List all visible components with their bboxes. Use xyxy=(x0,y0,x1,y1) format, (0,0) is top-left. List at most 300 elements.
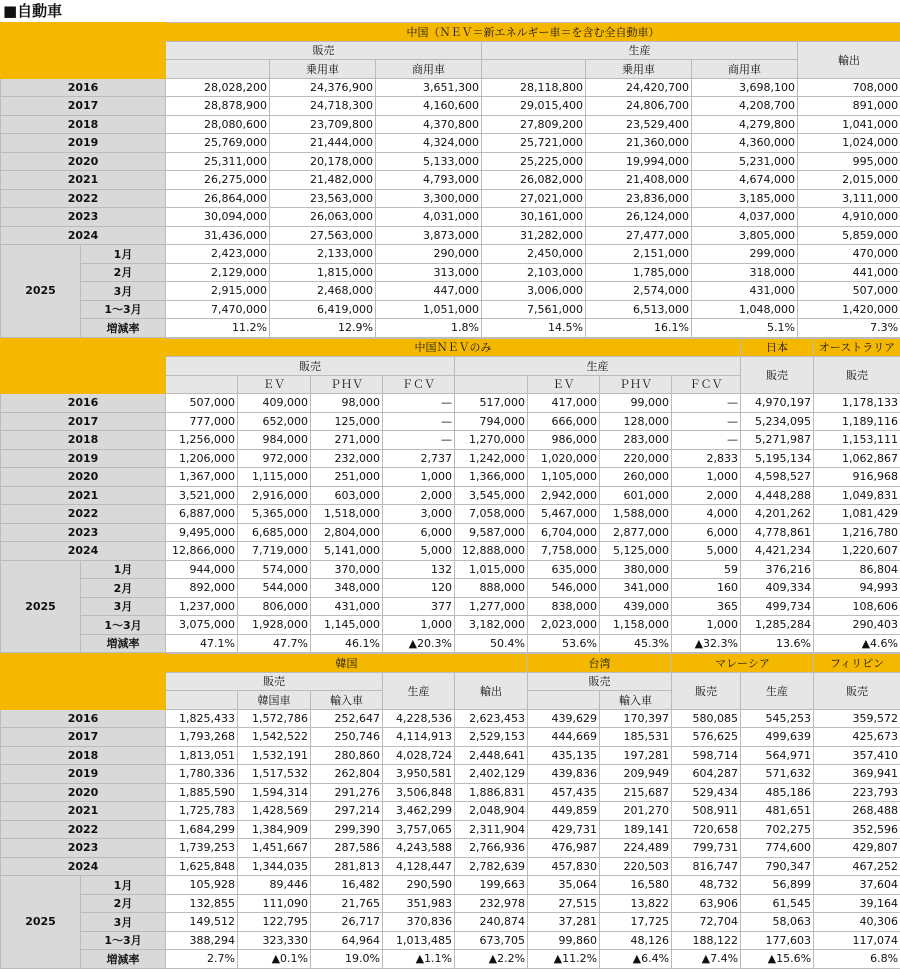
table-cell: 916,968 xyxy=(814,468,900,487)
table-cell: 439,629 xyxy=(528,709,600,728)
table-cell: 128,000 xyxy=(600,412,672,431)
year-label: 2018 xyxy=(1,746,166,765)
table-cell: 12.9% xyxy=(270,319,376,338)
table-cell: 2,529,153 xyxy=(455,728,528,747)
table-cell: 5,271,987 xyxy=(741,431,814,450)
table-cell: 23,563,000 xyxy=(270,189,376,208)
table-cell: 2,000 xyxy=(383,486,455,505)
table-cell: 431,000 xyxy=(692,282,798,301)
table-cell: 11.2% xyxy=(166,319,270,338)
table-cell: 23,836,000 xyxy=(586,189,692,208)
table-cell: 19,994,000 xyxy=(586,152,692,171)
table-cell: 986,000 xyxy=(528,431,600,450)
table-cell: 4,360,000 xyxy=(692,134,798,153)
table-cell: 1,344,035 xyxy=(238,857,311,876)
table-cell: 290,590 xyxy=(383,876,455,895)
table-cell: 777,000 xyxy=(166,412,238,431)
table-cell: 240,874 xyxy=(455,913,528,932)
table-cell: 380,000 xyxy=(600,560,672,579)
table-row xyxy=(1,950,900,969)
table-cell: 232,000 xyxy=(311,449,383,468)
header-malaysia-production: 生産 xyxy=(741,672,814,709)
table-cell: 3,462,299 xyxy=(383,802,455,821)
table-cell: 48,126 xyxy=(600,931,672,950)
table-cell: 26,275,000 xyxy=(166,171,270,190)
table-cell: 4,279,800 xyxy=(692,115,798,134)
table-cell: 603,000 xyxy=(311,486,383,505)
header-china-nev: 中国ＮＥＶのみ xyxy=(166,338,741,357)
table-cell: 271,000 xyxy=(311,431,383,450)
table-cell: 2,833 xyxy=(672,449,741,468)
table-cell: 1,153,111 xyxy=(814,431,900,450)
table-cell: 5,234,095 xyxy=(741,412,814,431)
table-cell: 6,000 xyxy=(383,523,455,542)
table-cell: 3,651,300 xyxy=(376,78,482,97)
table-cell: 26,124,000 xyxy=(586,208,692,227)
header-sales-total xyxy=(166,60,270,79)
table-cell: 1,206,000 xyxy=(166,449,238,468)
year-label: 2019 xyxy=(1,765,166,784)
table-cell: 24,420,700 xyxy=(586,78,692,97)
month-label: 1月 xyxy=(81,560,166,579)
table-cell: 99,860 xyxy=(528,931,600,950)
table-cell: 3,185,000 xyxy=(692,189,798,208)
table-row xyxy=(1,560,900,579)
table-cell: 5,231,000 xyxy=(692,152,798,171)
table-cell: 499,639 xyxy=(741,728,814,747)
header-nev-sales-total xyxy=(166,375,238,394)
table-cell: 299,000 xyxy=(692,245,798,264)
table-cell: 429,807 xyxy=(814,839,900,858)
table-cell: 1,024,000 xyxy=(798,134,900,153)
year-label: 2020 xyxy=(1,152,166,171)
table-cell: 4,970,197 xyxy=(741,394,814,413)
header-sales-phv: ＰＨＶ xyxy=(311,375,383,394)
header-blank xyxy=(1,338,166,394)
table-cell: 13.6% xyxy=(741,634,814,653)
table-cell: 16,482 xyxy=(311,876,383,895)
table-cell: 13,822 xyxy=(600,894,672,913)
month-label: 1〜3月 xyxy=(81,300,166,319)
header-sales-commercial: 商用車 xyxy=(376,60,482,79)
table-cell: 1,242,000 xyxy=(455,449,528,468)
table-cell: 376,216 xyxy=(741,560,814,579)
table-cell: 5,195,134 xyxy=(741,449,814,468)
table-row xyxy=(1,449,900,468)
table-cell: 507,000 xyxy=(166,394,238,413)
table-cell: 17,725 xyxy=(600,913,672,932)
table-cell: ▲7.4% xyxy=(672,950,741,969)
table-cell: 252,647 xyxy=(311,709,383,728)
table-cell: 431,000 xyxy=(311,597,383,616)
table-cell: 47.7% xyxy=(238,634,311,653)
header-blank xyxy=(1,654,166,710)
table-cell: 250,746 xyxy=(311,728,383,747)
table-cell: 98,000 xyxy=(311,394,383,413)
page-title: ■自動車 xyxy=(3,2,63,20)
table-cell: 3,757,065 xyxy=(383,820,455,839)
table-cell: 53.6% xyxy=(528,634,600,653)
table-cell: 26,063,000 xyxy=(270,208,376,227)
table-cell: 16,580 xyxy=(600,876,672,895)
table-cell: 27,563,000 xyxy=(270,226,376,245)
table-cell: 348,000 xyxy=(311,579,383,598)
table-row xyxy=(1,542,900,561)
month-label: 3月 xyxy=(81,282,166,301)
year-label: 2018 xyxy=(1,431,166,450)
table-cell: 313,000 xyxy=(376,263,482,282)
table-cell: 209,949 xyxy=(600,765,672,784)
table-cell: 652,000 xyxy=(238,412,311,431)
table-cell: 439,836 xyxy=(528,765,600,784)
table-cell: 1,049,831 xyxy=(814,486,900,505)
table-cell: 409,000 xyxy=(238,394,311,413)
table-cell: 4,128,447 xyxy=(383,857,455,876)
header-korea: 韓国 xyxy=(166,654,528,673)
table-cell: 576,625 xyxy=(672,728,741,747)
header-nev-production-total xyxy=(455,375,528,394)
table-cell: ▲11.2% xyxy=(528,950,600,969)
year-label: 2019 xyxy=(1,449,166,468)
year-label: 2020 xyxy=(1,783,166,802)
table-cell: 4,243,588 xyxy=(383,839,455,858)
year-label: 2025 xyxy=(1,245,81,338)
table-cell: 6.8% xyxy=(814,950,900,969)
year-label: 2024 xyxy=(1,542,166,561)
header-korea-sales-total xyxy=(166,691,238,710)
table-cell: 545,253 xyxy=(741,709,814,728)
table-cell: ▲4.6% xyxy=(814,634,900,653)
table-cell: 457,830 xyxy=(528,857,600,876)
table-cell: 564,971 xyxy=(741,746,814,765)
table-cell: — xyxy=(383,394,455,413)
table-cell: 16.1% xyxy=(586,319,692,338)
table-cell: 1,048,000 xyxy=(692,300,798,319)
table-cell: 1,885,590 xyxy=(166,783,238,802)
header-philippines-sales: 販売 xyxy=(814,672,900,709)
year-label: 2020 xyxy=(1,468,166,487)
header-china-all: 中国（ＮＥＶ＝新エネルギー車＝を含む全自動車） xyxy=(166,23,900,42)
table-cell: 7.3% xyxy=(798,319,900,338)
table-cell: 197,281 xyxy=(600,746,672,765)
table-cell: ▲32.3% xyxy=(672,634,741,653)
month-label: 3月 xyxy=(81,913,166,932)
table-cell: 64,964 xyxy=(311,931,383,950)
table-cell: 352,596 xyxy=(814,820,900,839)
table-cell: 1,366,000 xyxy=(455,468,528,487)
table-cell: 283,000 xyxy=(600,431,672,450)
table-cell: 6,419,000 xyxy=(270,300,376,319)
table-cell: 3,873,000 xyxy=(376,226,482,245)
header-sales-fcv: ＦＣＶ xyxy=(383,375,455,394)
header-malaysia-sales: 販売 xyxy=(672,672,741,709)
table-cell: 2,151,000 xyxy=(586,245,692,264)
table-cell: 26,717 xyxy=(311,913,383,932)
table-cell: 481,651 xyxy=(741,802,814,821)
table-cell: 4,793,000 xyxy=(376,171,482,190)
table-cell: 984,000 xyxy=(238,431,311,450)
table-cell: — xyxy=(383,412,455,431)
table-cell: 409,334 xyxy=(741,579,814,598)
table-cell: 1,115,000 xyxy=(238,468,311,487)
table-cell: 5.1% xyxy=(692,319,798,338)
table-cell: 529,434 xyxy=(672,783,741,802)
table-cell: 365 xyxy=(672,597,741,616)
table-row xyxy=(1,709,900,728)
year-label: 2024 xyxy=(1,226,166,245)
table-cell: 25,721,000 xyxy=(482,134,586,153)
table-cell: 262,804 xyxy=(311,765,383,784)
year-label: 2017 xyxy=(1,728,166,747)
table-cell: 1,625,848 xyxy=(166,857,238,876)
table-cell: 220,503 xyxy=(600,857,672,876)
table-cell: 2,448,641 xyxy=(455,746,528,765)
table-row xyxy=(1,616,900,635)
table-cell: 21,444,000 xyxy=(270,134,376,153)
table-cell: 508,911 xyxy=(672,802,741,821)
table-cell: 4,114,913 xyxy=(383,728,455,747)
table-cell: 1,793,268 xyxy=(166,728,238,747)
year-label: 2022 xyxy=(1,505,166,524)
table-cell: ▲2.2% xyxy=(455,950,528,969)
month-label: 1月 xyxy=(81,876,166,895)
table-row xyxy=(1,245,900,264)
table-cell: 470,000 xyxy=(798,245,900,264)
table-cell: 3,950,581 xyxy=(383,765,455,784)
table-body xyxy=(1,709,900,968)
table-cell: 132,855 xyxy=(166,894,238,913)
table-cell: 794,000 xyxy=(455,412,528,431)
table-cell: 5,859,000 xyxy=(798,226,900,245)
table-cell: 2,915,000 xyxy=(166,282,270,301)
table-cell: 25,769,000 xyxy=(166,134,270,153)
table-row xyxy=(1,597,900,616)
header-production-total xyxy=(482,60,586,79)
table-cell: 673,705 xyxy=(455,931,528,950)
table-cell: 341,000 xyxy=(600,579,672,598)
table-cell: 1,780,336 xyxy=(166,765,238,784)
header-malaysia: マレーシア xyxy=(672,654,814,673)
table-cell: 3,006,000 xyxy=(482,282,586,301)
month-label: 1〜3月 xyxy=(81,931,166,950)
table-cell: 2,782,639 xyxy=(455,857,528,876)
header-korea-export: 輸出 xyxy=(455,672,528,709)
table-cell: 7,470,000 xyxy=(166,300,270,319)
table-cell: 972,000 xyxy=(238,449,311,468)
table-cell: 50.4% xyxy=(455,634,528,653)
table-cell: 24,376,900 xyxy=(270,78,376,97)
table-row xyxy=(1,839,900,858)
table-cell: 26,864,000 xyxy=(166,189,270,208)
year-label: 2018 xyxy=(1,115,166,134)
month-label: 3月 xyxy=(81,597,166,616)
table-row xyxy=(1,857,900,876)
table-cell: 59 xyxy=(672,560,741,579)
table-cell: 3,111,000 xyxy=(798,189,900,208)
table-row xyxy=(1,523,900,542)
table-cell: 1,081,429 xyxy=(814,505,900,524)
table-cell: 3,805,000 xyxy=(692,226,798,245)
table-cell: 122,795 xyxy=(238,913,311,932)
year-label: 2021 xyxy=(1,486,166,505)
table-cell: 1,015,000 xyxy=(455,560,528,579)
table-cell: 132 xyxy=(383,560,455,579)
table-cell: 2,023,000 xyxy=(528,616,600,635)
table-cell: 3,506,848 xyxy=(383,783,455,802)
header-japan: 日本 xyxy=(741,338,814,357)
table-cell: 170,397 xyxy=(600,709,672,728)
table-cell: — xyxy=(672,412,741,431)
table-cell: 291,276 xyxy=(311,783,383,802)
table-cell: 223,793 xyxy=(814,783,900,802)
table-cell: 63,906 xyxy=(672,894,741,913)
table-row xyxy=(1,319,900,338)
header-taiwan-import: 輸入車 xyxy=(600,691,672,710)
header-korea-sales: 販売 xyxy=(166,672,383,691)
table-cell: 25,311,000 xyxy=(166,152,270,171)
table-cell: 287,586 xyxy=(311,839,383,858)
year-label: 2021 xyxy=(1,171,166,190)
table-cell: 111,090 xyxy=(238,894,311,913)
table-cell: 1,020,000 xyxy=(528,449,600,468)
table-cell: 7,719,000 xyxy=(238,542,311,561)
table-cell: 232,978 xyxy=(455,894,528,913)
table-cell: 467,252 xyxy=(814,857,900,876)
table-cell: 3,545,000 xyxy=(455,486,528,505)
table-cell: 5,141,000 xyxy=(311,542,383,561)
table-cell: 2,311,904 xyxy=(455,820,528,839)
table-cell: 7,058,000 xyxy=(455,505,528,524)
table-cell: 72,704 xyxy=(672,913,741,932)
table-cell: 56,899 xyxy=(741,876,814,895)
table-cell: 2,048,904 xyxy=(455,802,528,821)
table-cell: 2,015,000 xyxy=(798,171,900,190)
header-korea-import: 輸入車 xyxy=(311,691,383,710)
header-blank xyxy=(1,23,166,79)
table-cell: 30,161,000 xyxy=(482,208,586,227)
table-cell: 3,698,100 xyxy=(692,78,798,97)
table-cell: 1,725,783 xyxy=(166,802,238,821)
table-row xyxy=(1,579,900,598)
table-cell: 944,000 xyxy=(166,560,238,579)
table-cell: 1,384,909 xyxy=(238,820,311,839)
table-cell: 108,606 xyxy=(814,597,900,616)
table-cell: 189,141 xyxy=(600,820,672,839)
month-label: 増減率 xyxy=(81,319,166,338)
table-cell: 24,806,700 xyxy=(586,97,692,116)
table-cell: 799,731 xyxy=(672,839,741,858)
table-cell: 99,000 xyxy=(600,394,672,413)
table-cell: 6,000 xyxy=(672,523,741,542)
table-cell: 1,000 xyxy=(672,468,741,487)
table-cell: 1,739,253 xyxy=(166,839,238,858)
table-cell: 1,451,667 xyxy=(238,839,311,858)
table-cell: 27,477,000 xyxy=(586,226,692,245)
table-cell: 4,448,288 xyxy=(741,486,814,505)
table-cell: 6,685,000 xyxy=(238,523,311,542)
header-japan-sales: 販売 xyxy=(741,357,814,394)
table-cell: 7,758,000 xyxy=(528,542,600,561)
table-cell: 546,000 xyxy=(528,579,600,598)
table-cell: 125,000 xyxy=(311,412,383,431)
table-cell: 251,000 xyxy=(311,468,383,487)
table-cell: 4,370,800 xyxy=(376,115,482,134)
table-cell: 6,704,000 xyxy=(528,523,600,542)
table-cell: 21,482,000 xyxy=(270,171,376,190)
table-row xyxy=(1,282,900,301)
table-cell: 40,306 xyxy=(814,913,900,932)
table-cell: 435,135 xyxy=(528,746,600,765)
table-cell: 2,574,000 xyxy=(586,282,692,301)
year-label: 2017 xyxy=(1,97,166,116)
table-cell: 5,467,000 xyxy=(528,505,600,524)
year-label: 2023 xyxy=(1,208,166,227)
table-cell: 580,085 xyxy=(672,709,741,728)
table-cell: 4,910,000 xyxy=(798,208,900,227)
table-cell: 499,734 xyxy=(741,597,814,616)
table-cell: 20,178,000 xyxy=(270,152,376,171)
table-cell: 6,887,000 xyxy=(166,505,238,524)
header-taiwan-sales: 販売 xyxy=(528,672,672,691)
table-cell: 357,410 xyxy=(814,746,900,765)
table-cell: 1,517,532 xyxy=(238,765,311,784)
table-cell: 14.5% xyxy=(482,319,586,338)
table-cell: 4,160,600 xyxy=(376,97,482,116)
table-cell: 2,133,000 xyxy=(270,245,376,264)
table-cell: 2,737 xyxy=(383,449,455,468)
table-cell: 290,000 xyxy=(376,245,482,264)
month-label: 増減率 xyxy=(81,950,166,969)
header-nev-sales: 販売 xyxy=(166,357,455,376)
table-cell: 2,942,000 xyxy=(528,486,600,505)
table-cell: 1,062,867 xyxy=(814,449,900,468)
table-row xyxy=(1,931,900,950)
table-cell: 457,435 xyxy=(528,783,600,802)
table-cell: 28,878,900 xyxy=(166,97,270,116)
table-cell: 47.1% xyxy=(166,634,238,653)
table-cell: 61,545 xyxy=(741,894,814,913)
table-cell: 323,330 xyxy=(238,931,311,950)
table-row xyxy=(1,505,900,524)
table-cell: 816,747 xyxy=(672,857,741,876)
table-cell: 1,105,000 xyxy=(528,468,600,487)
month-label: 増減率 xyxy=(81,634,166,653)
table-row xyxy=(1,431,900,450)
table-cell: 48,732 xyxy=(672,876,741,895)
table-cell: ▲15.6% xyxy=(741,950,814,969)
table-cell: 2,129,000 xyxy=(166,263,270,282)
header-production-ev: ＥＶ xyxy=(528,375,600,394)
table-cell: 4,037,000 xyxy=(692,208,798,227)
table-cell: 1,000 xyxy=(383,616,455,635)
table-cell: 571,632 xyxy=(741,765,814,784)
table-cell: 25,225,000 xyxy=(482,152,586,171)
table-cell: 1,189,116 xyxy=(814,412,900,431)
table-cell: 39,164 xyxy=(814,894,900,913)
table-cell: 1,367,000 xyxy=(166,468,238,487)
table-cell: 1,178,133 xyxy=(814,394,900,413)
header-production-phv: ＰＨＶ xyxy=(600,375,672,394)
table-cell: 28,118,800 xyxy=(482,78,586,97)
table-cell: 369,941 xyxy=(814,765,900,784)
year-label: 2025 xyxy=(1,876,81,969)
table-cell: 4,201,262 xyxy=(741,505,814,524)
table-body xyxy=(1,394,900,653)
table-cell: 774,600 xyxy=(741,839,814,858)
table-cell: 806,000 xyxy=(238,597,311,616)
table-cell: 160 xyxy=(672,579,741,598)
table-cell: 377 xyxy=(383,597,455,616)
